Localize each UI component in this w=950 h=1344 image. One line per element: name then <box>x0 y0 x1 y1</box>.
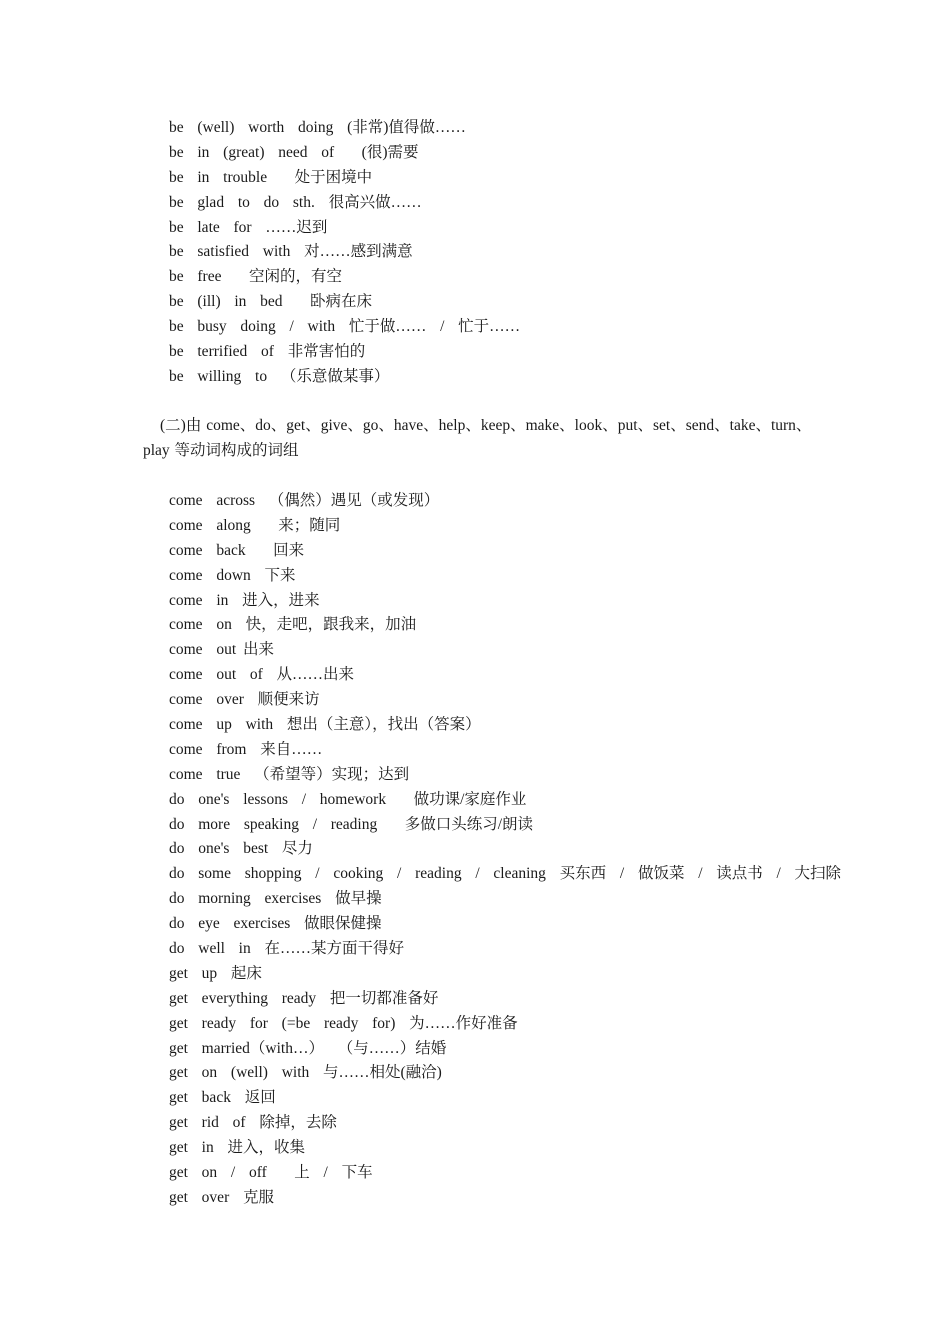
phrase-line: be late for ……迟到 <box>169 218 328 236</box>
phrase-line: be terrified of 非常害怕的 <box>169 343 366 361</box>
phrase-line: do more speaking / reading 多做口头练习/朗读 <box>169 815 534 833</box>
phrase-list-be <box>169 116 520 390</box>
phrase-line: come over 顺便来访 <box>169 691 320 709</box>
phrase-line: get on / off 上 / 下车 <box>169 1164 373 1182</box>
phrase-line: come across （偶然）遇见（或发现） <box>169 492 440 509</box>
phrase-line: get over 克服 <box>169 1188 274 1206</box>
phrase-line: do eye exercises 做眼保健操 <box>169 915 382 933</box>
phrase-line: be (ill) in bed 卧病在床 <box>169 293 373 311</box>
phrase-line: come along 来；随同 <box>169 516 341 534</box>
phrase-line: get married（with…） （与……）结婚 <box>169 1039 447 1057</box>
phrase-line: be willing to （乐意做某事） <box>169 367 390 385</box>
phrase-line: come in 进入，进来 <box>169 591 320 609</box>
phrase-line: get back 返回 <box>169 1089 276 1107</box>
phrase-line: be glad to do sth. 很高兴做…… <box>169 193 422 211</box>
phrase-line: be free 空闲的，有空 <box>169 268 342 286</box>
section-heading: (二)由 come、do、get、give、go、have、help、keep、make、look、put、set、send、take、turn、play 等动词构成的词组 <box>143 417 812 459</box>
phrase-line: get up 起床 <box>169 964 262 982</box>
phrase-line: get in 进入，收集 <box>169 1139 305 1157</box>
phrase-line: come back 回来 <box>169 541 305 559</box>
phrase-line: come up with 想出（主意），找出（答案） <box>169 716 481 734</box>
phrase-list-verbs <box>169 489 841 1211</box>
phrase-line: come out 出来 <box>169 641 274 659</box>
phrase-line: come on 快，走吧，跟我来，加油 <box>169 616 417 634</box>
phrase-line: get rid of 除掉，去除 <box>169 1114 337 1132</box>
phrase-line: do morning exercises 做早操 <box>169 890 382 908</box>
phrase-line: do some shopping / cooking / reading / cleaning 买东西 / 做饭菜 / 读点书 / 大扫除 <box>169 865 842 883</box>
phrase-line: come from 来自…… <box>169 740 323 758</box>
phrase-line: get on (well) with 与……相处(融洽) <box>169 1064 442 1082</box>
phrase-line: come out of 从……出来 <box>169 666 355 684</box>
phrase-line: come down 下来 <box>169 566 296 584</box>
phrase-line: be in (great) need of (很)需要 <box>169 143 419 161</box>
phrase-line: be satisfied with 对……感到满意 <box>169 243 413 261</box>
phrase-line: come true （希望等）实现；达到 <box>169 765 410 783</box>
phrase-line: be in trouble 处于困境中 <box>169 168 373 186</box>
phrase-line: be (well) worth doing (非常)值得做…… <box>169 119 466 136</box>
phrase-line: do one's best 尽力 <box>169 840 313 858</box>
phrase-line: do well in 在……某方面干得好 <box>169 940 404 958</box>
phrase-line: get everything ready 把一切都准备好 <box>169 989 439 1007</box>
phrase-line: do one's lessons / homework 做功课/家庭作业 <box>169 790 527 808</box>
phrase-line: get ready for (=be ready for) 为……作好准备 <box>169 1014 518 1032</box>
phrase-line: be busy doing / with 忙于做…… / 忙于…… <box>169 318 521 336</box>
